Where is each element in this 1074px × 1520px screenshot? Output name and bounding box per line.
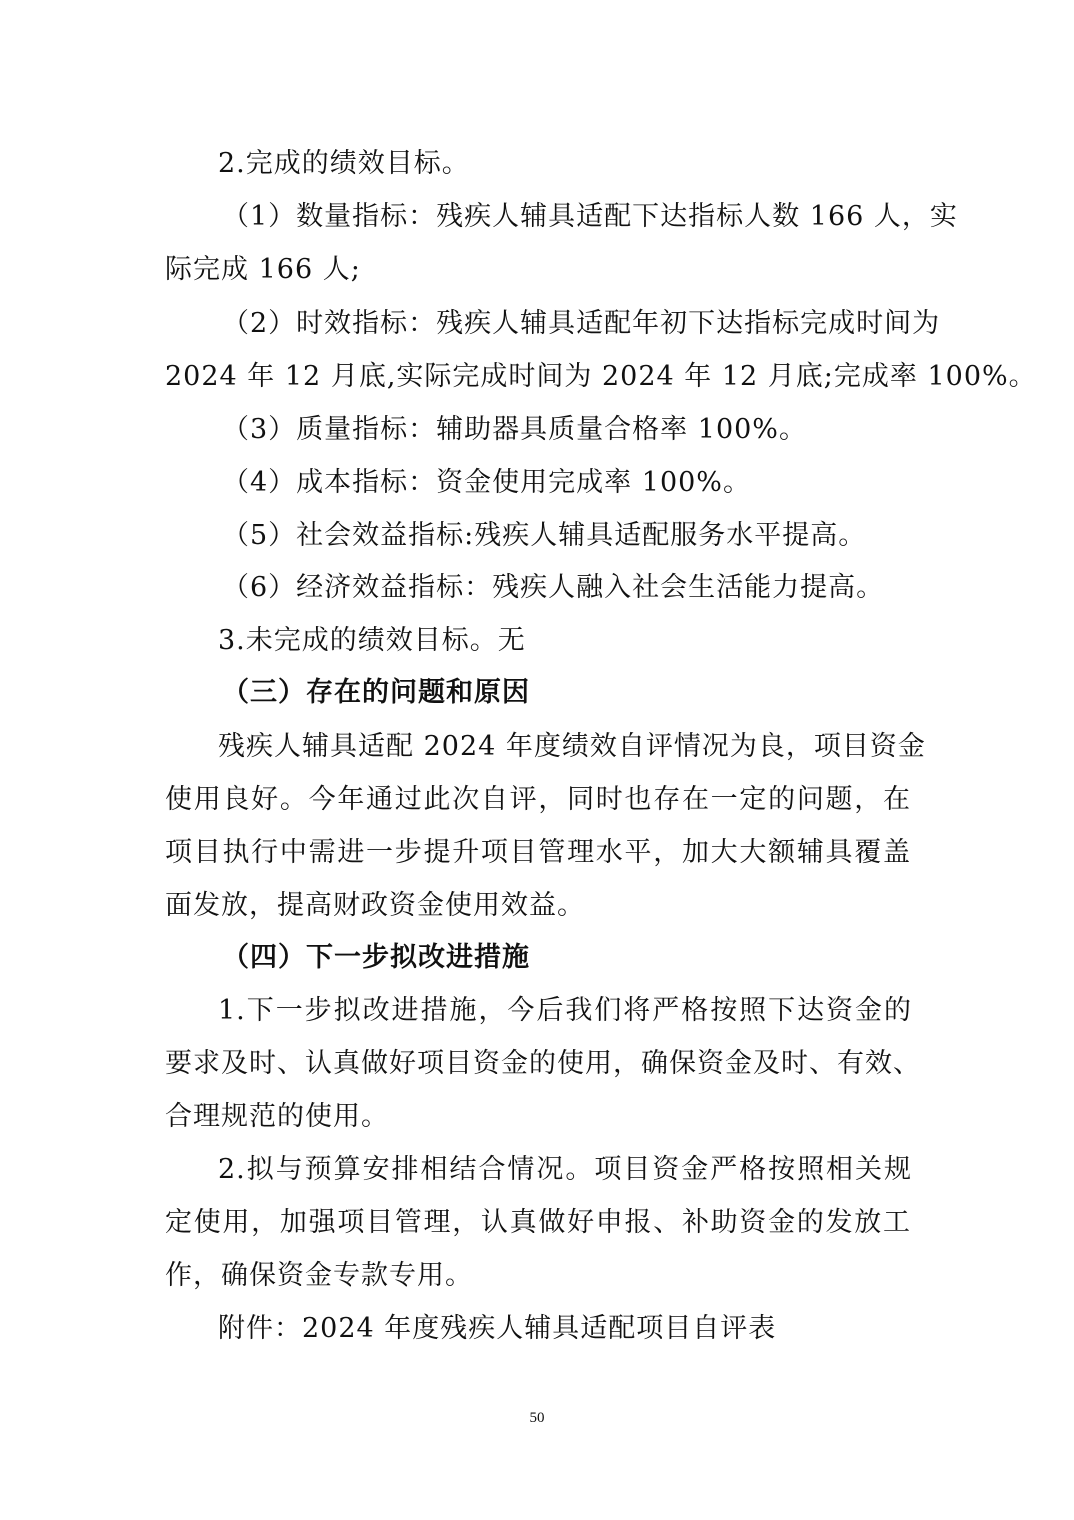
item-improvement-measures: 1.下一步拟改进措施，今后我们将严格按照下达资金的 — [218, 995, 912, 1026]
item-improvement-measures-cont-2: 合理规范的使用。 — [165, 1101, 389, 1132]
item-completed-goals: 2.完成的绩效目标。 — [218, 148, 470, 179]
item-quantity-indicator: （1）数量指标：残疾人辅具适配下达指标人数 166 人，实 — [222, 201, 958, 232]
paragraph-problems-cont-3: 面发放，提高财政资金使用效益。 — [165, 890, 585, 921]
item-quality-indicator: （3）质量指标：辅助器具质量合格率 100%。 — [222, 414, 807, 445]
item-uncompleted-goals: 3.未完成的绩效目标。无 — [218, 625, 526, 656]
item-timeliness-indicator-cont: 2024 年 12 月底,实际完成时间为 2024 年 12 月底;完成率 100%。 — [165, 361, 1037, 392]
item-budget-integration-cont-1: 定使用，加强项目管理，认真做好申报、补助资金的发放工 — [165, 1207, 911, 1238]
paragraph-problems-cont-1: 使用良好。今年通过此次自评，同时也存在一定的问题，在 — [165, 784, 911, 815]
item-improvement-measures-cont-1: 要求及时、认真做好项目资金的使用，确保资金及时、有效、 — [165, 1048, 921, 1079]
paragraph-problems: 残疾人辅具适配 2024 年度绩效自评情况为良，项目资金 — [218, 731, 926, 762]
paragraph-problems-cont-2: 项目执行中需进一步提升项目管理水平，加大大额辅具覆盖 — [165, 837, 911, 868]
item-social-benefit-indicator: （5）社会效益指标:残疾人辅具适配服务水平提高。 — [222, 520, 867, 551]
item-timeliness-indicator: （2）时效指标：残疾人辅具适配年初下达指标完成时间为 — [222, 308, 941, 339]
item-budget-integration: 2.拟与预算安排相结合情况。项目资金严格按照相关规 — [218, 1154, 912, 1185]
page-number: 50 — [529, 1410, 545, 1426]
item-economic-benefit-indicator: （6）经济效益指标：残疾人融入社会生活能力提高。 — [222, 572, 885, 603]
section-heading-problems: （三）存在的问题和原因 — [222, 677, 530, 708]
section-heading-improvements: （四）下一步拟改进措施 — [222, 942, 530, 973]
attachment-note: 附件：2024 年度残疾人辅具适配项目自评表 — [218, 1313, 777, 1344]
item-quantity-indicator-cont: 际完成 166 人; — [165, 254, 361, 285]
item-budget-integration-cont-2: 作，确保资金专款专用。 — [165, 1260, 473, 1291]
item-cost-indicator: （4）成本指标：资金使用完成率 100%。 — [222, 467, 751, 498]
